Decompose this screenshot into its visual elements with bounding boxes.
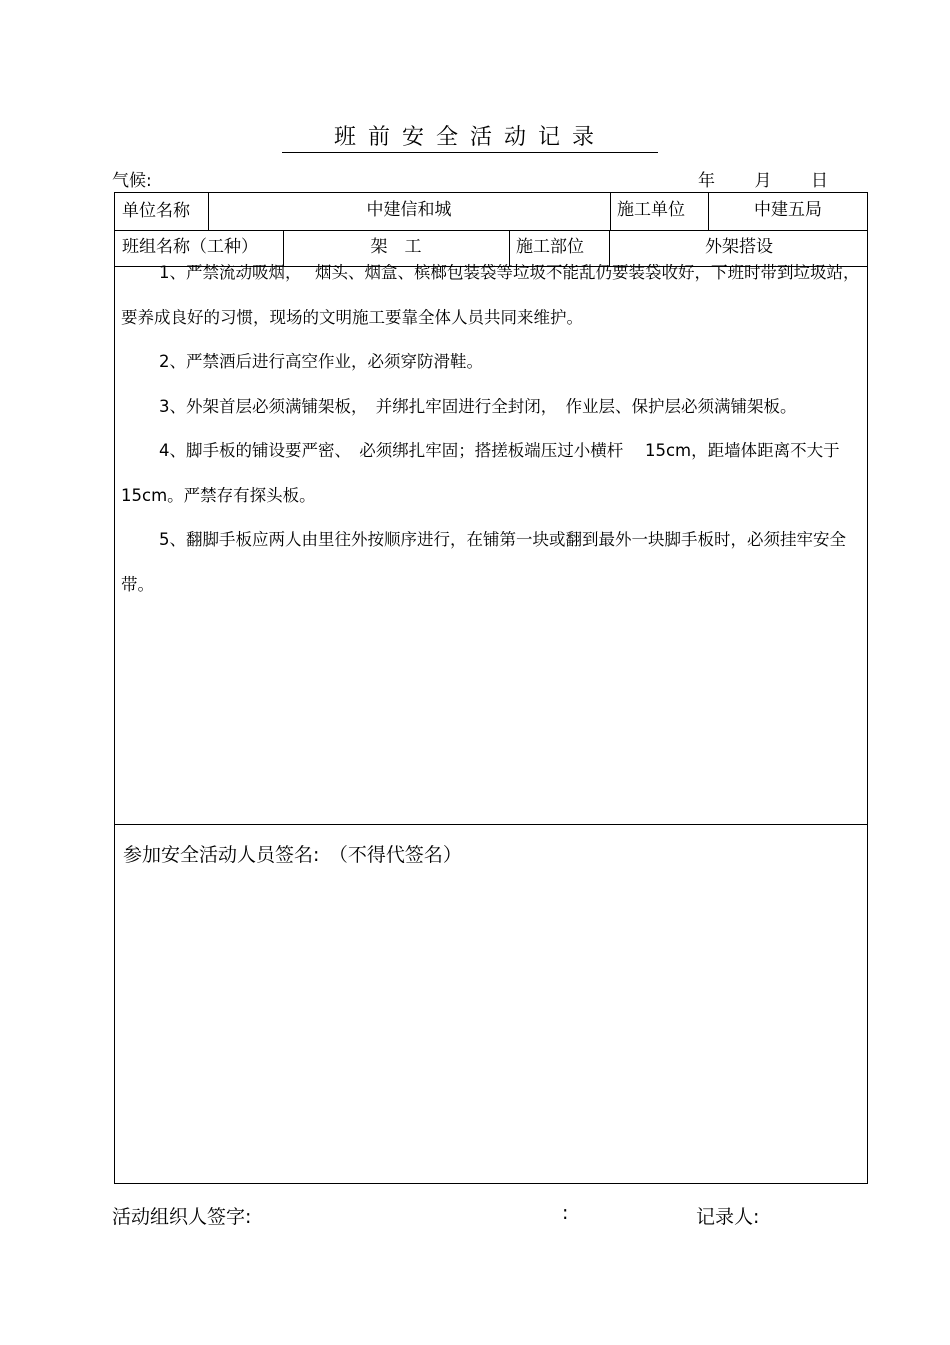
safety-rule-item: 2、严禁酒后进行高空作业，必须穿防滑鞋。: [159, 352, 483, 371]
safety-rule-item: 4、脚手板的铺设要严密、 必须绑扎牢固；搭搓板端压过小横杆 15cm，距墙体距离不大于 15cm。严禁存有探头板。: [121, 441, 840, 505]
team-name-label: 班组名称（工种）: [122, 237, 258, 257]
recorder-label: 记录人:: [696, 1206, 760, 1228]
document-title: 班前安全活动记录: [282, 124, 658, 153]
day-label: 日: [811, 171, 828, 191]
safety-rule-item: 5、翻脚手板应两人由里往外按顺序进行，在铺第一块或翻到最外一块脚手板时，必须挂牢安全带。: [121, 530, 846, 594]
column-divider: [610, 193, 611, 230]
safety-rule-item: 3、外架首层必须满铺架板， 并绑扎牢固进行全封闭， 作业层、保护层必须满铺架板。: [159, 396, 797, 416]
row-divider: [115, 824, 867, 825]
team-name-value: 架 工: [370, 237, 422, 257]
weather-label: 气候:: [112, 171, 152, 191]
construction-unit-value: 中建五局: [754, 200, 822, 220]
safety-rule-item: 1、严禁流动吸烟， 烟头、烟盒、槟榔包装袋等垃圾不能乱仍要装袋收好，下班时带到垃圾站，要养成良好的习惯，现场的文明施工要靠全体人员共同来维护。: [121, 263, 860, 327]
activity-record-table: [114, 192, 868, 1184]
date-field: [698, 166, 828, 191]
month-label: 月: [754, 171, 772, 191]
unit-name-label: 单位名称: [122, 201, 190, 221]
unit-name-value: 中建信和城: [366, 200, 452, 220]
footer-colon: :: [562, 1202, 569, 1224]
signature-label: 参加安全活动人员签名: （不得代签名）: [123, 844, 462, 866]
safety-rules-content: [121, 251, 861, 607]
construction-part-value: 外架搭设: [705, 237, 773, 257]
construction-unit-label: 施工单位: [617, 200, 685, 220]
organizer-signature-label: 活动组织人签字:: [112, 1206, 252, 1228]
row-divider: [115, 230, 867, 231]
construction-part-label: 施工部位: [516, 237, 584, 257]
year-label: 年: [698, 171, 715, 191]
